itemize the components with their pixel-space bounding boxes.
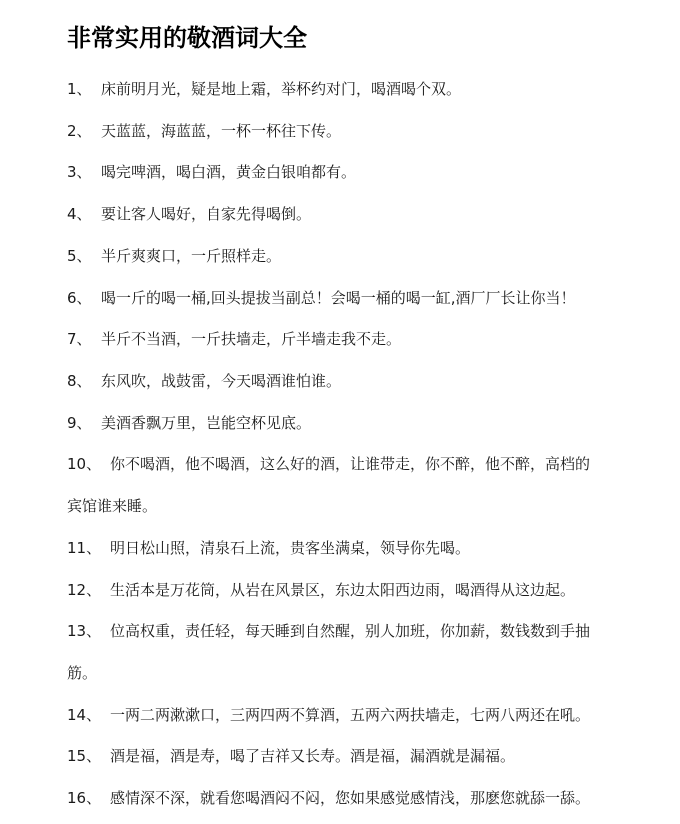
item-text: 明日松山照，清泉石上流，贵客坐满桌，领导你先喝。: [110, 539, 471, 557]
list-item: [67, 443, 642, 485]
item-text: 喝一斤的喝一桶,回头提拔当副总！会喝一桶的喝一缸,酒厂厂长让你当！: [101, 289, 576, 307]
item-number: 9、: [67, 414, 92, 432]
item-number: 1、: [67, 80, 92, 98]
list-item: [67, 235, 642, 277]
item-text: 天蓝蓝，海蓝蓝，一杯一杯往下传。: [101, 122, 342, 140]
item-text: 床前明月光，疑是地上霜，举杯约对门，喝酒喝个双。: [101, 80, 462, 98]
list-item: [67, 277, 642, 319]
item-text: 喝完啤酒，喝白酒，黄金白银咱都有。: [101, 163, 357, 181]
item-number: 5、: [67, 247, 92, 265]
item-number: 13、: [67, 622, 102, 640]
list-item: [67, 110, 642, 152]
list-item: [67, 777, 642, 819]
item-text: 你不喝酒，他不喝酒，这么好的酒，让谁带走，你不醉，他不醉，高档的: [110, 455, 591, 473]
list-item: [67, 402, 642, 444]
list-item: [67, 193, 642, 235]
list-item: [67, 694, 642, 736]
list-item: [67, 151, 642, 193]
item-text: 美酒香飘万里，岂能空杯见底。: [101, 414, 312, 432]
item-text: 位高权重，责任轻，每天睡到自然醒，别人加班，你加薪，数钱数到手抽: [110, 622, 591, 640]
item-number: 11、: [67, 539, 102, 557]
item-text: 生活本是万花筒，从岩在风景区，东边太阳西边雨，喝酒得从这边起。: [110, 581, 576, 599]
item-text: 东风吹，战鼓雷，今天喝酒谁怕谁。: [101, 372, 342, 390]
item-text: 半斤不当酒，一斤扶墙走，斤半墙走我不走。: [101, 330, 402, 348]
item-number: 10、: [67, 455, 102, 473]
item-text: 感情深不深，就看您喝酒闷不闷，您如果感觉感情浅，那麽您就舔一舔。: [110, 789, 591, 807]
item-number: 8、: [67, 372, 92, 390]
list-item: [67, 318, 642, 360]
item-number: 4、: [67, 205, 92, 223]
item-text: 酒是福，酒是寿，喝了吉祥又长寿。酒是福，漏酒就是漏福。: [110, 747, 516, 765]
item-number: 15、: [67, 747, 102, 765]
item-number: 12、: [67, 581, 102, 599]
list-item: [67, 68, 642, 110]
list-item: [67, 527, 642, 569]
item-text: 要让客人喝好，自家先得喝倒。: [101, 205, 312, 223]
item-text: 半斤爽爽口，一斤照样走。: [101, 247, 282, 265]
list-item: [67, 735, 642, 777]
item-number: 2、: [67, 122, 92, 140]
item-number: 14、: [67, 706, 102, 724]
item-continuation: 宾馆谁来睡。: [67, 497, 158, 515]
item-number: 7、: [67, 330, 92, 348]
list-item: [67, 569, 642, 611]
page-title: 非常实用的敬酒词大全: [67, 24, 307, 52]
item-number: 16、: [67, 789, 102, 807]
item-number: 6、: [67, 289, 92, 307]
list-item: [67, 610, 642, 652]
item-continuation: 筋。: [67, 664, 98, 682]
item-number: 3、: [67, 163, 92, 181]
list-item: [67, 360, 642, 402]
item-text: 一两二两漱漱口，三两四两不算酒，五两六两扶墙走，七两八两还在吼。: [110, 706, 591, 724]
